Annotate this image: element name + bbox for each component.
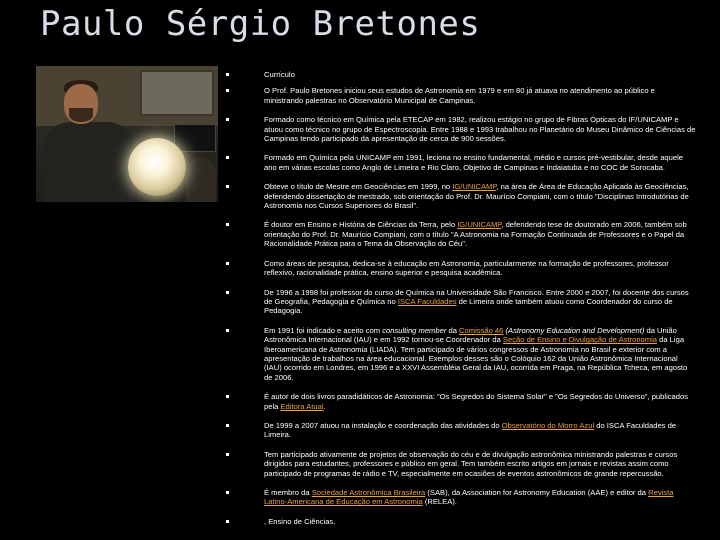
bullet-icon [226,262,229,265]
bullet-icon [226,156,229,159]
list-item: Currículo [226,70,696,79]
speaker-photo [36,66,218,202]
bio-list [226,70,696,526]
ig-unicamp-link[interactable]: IG/UNICAMP [457,220,502,230]
list-item: Formado como técnico em Química pela ETECAP em 1982, realizou estágio no grupo de Fibras Ópticas do IF/UNICAMP e atuou como técnico no grupo de Espectroscopia. Entre 1988 e 1993 trabalhou no Planetário do Museu Dinâmico de Ciências de Campinas tendo participado da apresentação de cerca de 900 sessões. [226,115,696,143]
editora-atual-link[interactable]: Editora Atual [280,401,324,411]
bullet-icon [226,73,229,76]
sab-link[interactable]: Sociedade Astronômica Brasileira [311,488,426,497]
list-item: É membro da Sociedade Astronômica Brasileira (SAB), da Association for Astronomy Education (AAE) e editor da Revista Latino-Americana de Educação em Astronomia (RELEA). [226,488,696,507]
isca-faculdades-link[interactable]: ISCA Faculdades [397,296,457,306]
bullet-icon [226,329,229,332]
list-item: Obteve o título de Mestre em Geociências em 1999, no IG/UNICAMP, na área de Área de Educação Aplicada às Geociências, defendendo dissertação de mestrado, sob orientação do Prof. Dr. Maurício Compiani, com o título "Disciplinas Introdutórias de Astronomia nos Cursos Superiores do Brasil". [226,182,696,210]
secao-ensino-link[interactable]: Seção de Ensino e Divulgação de Astronomia [502,335,658,345]
bullet-icon [226,491,229,494]
bullet-icon [226,520,229,523]
list-item: Em 1991 foi indicado e aceito com consulting member da Comissão 46 (Astronomy Education and Development) da União Astronômica Internacional (IAU) e em 1992 tornou-se Coordenador da Seção de Ensino e Divulgação de Astronomia da Liga Iberoamericana de Astronomia (LIADA). Tem participado de vários congressos de Astronomia no Brasil e exterior com a apresentação de trabalhos na área educacional. Exemplos desses são o Colóquio 162 da União Astronômica Internacional (IAU) ocorrido em Londres, em 1996 e a XXVI Assembléia Geral da IAU, ocorrida em Praga, na República Tcheca, em agosto de 2006. [226,326,696,382]
list-item: É autor de dois livros paradidáticos de Astronomia: "Os Segredos do Sistema Solar" e "Os Segredos do Universo", publicados pela Editora Atual. [226,392,696,411]
list-item: Formado em Química pela UNICAMP em 1991, leciona no ensino fundamental, médio e cursos pré-vestibular, desde aquele ano em várias escolas como Anglo de Limeira e Rio Claro, Objetivo de Campinas e Indaiatuba e no COC de Sorocaba. [226,153,696,172]
slide-title: Paulo Sérgio Bretones [40,4,481,44]
list-item: Tem participado ativamente de projetos de observação do céu e de divulgação astronômica ministrando palestras e cursos dirigidos para estudantes, professores e público em geral. Tem também escrito artigos em jornais e revistas assim como participado de programas de rádio e TV, especialmente em ocasiões de eventos astronômicos de grande repercussão. [226,450,696,478]
bullet-icon [226,223,229,226]
bullet-icon [226,118,229,121]
comissao-46-link[interactable]: Comissão 46 [459,325,504,335]
list-item: De 1999 a 2007 atuou na instalação e coordenação das atividades do Observatório do Morro Azul do ISCA Faculdades de Limeira. [226,421,696,440]
bullet-icon [226,185,229,188]
list-item: , Ensino de Ciências. [226,517,696,526]
bullet-icon [226,395,229,398]
ig-unicamp-link[interactable]: IG/UNICAMP [452,182,497,192]
bullet-icon [226,291,229,294]
list-item: Como áreas de pesquisa, dedica-se à educação em Astronomia, particularmente na formação de professores, professor reflexivo, racionalidade prática, ensino superior e pesquisa acadêmica. [226,259,696,278]
observatorio-link[interactable]: Observatório do Morro Azul [501,420,595,430]
bullet-icon [226,89,229,92]
bullet-icon [226,453,229,456]
relea-link[interactable]: Revista Latino-Americana de Educação em Astronomia [264,488,674,507]
bullet-icon [226,424,229,427]
list-item: O Prof. Paulo Bretones iniciou seus estudos de Astronomia em 1979 e em 80 já atuava no atendimento ao público e ministrando palestras no Observatório Municipal de Campinas. [226,86,696,105]
list-item: É doutor em Ensino e História de Ciências da Terra, pelo IG/UNICAMP, defendendo tese de doutorado em 2006, também sob orientação do Prof. Dr. Maurício Compiani, com o título "A Astronomia na Formação Continuada de Professores e o Papel da Racionalidade Prática para o Tema da Observação do Céu". [226,220,696,248]
list-item: De 1996 a 1998 foi professor do curso de Química na Universidade São Francisco. Entre 2000 e 2007, foi docente dos cursos de Geografia, Pedagogia e Química no ISCA Faculdades de Limeira onde também atuou como Coordenador do curso de Pedagogia. [226,288,696,316]
